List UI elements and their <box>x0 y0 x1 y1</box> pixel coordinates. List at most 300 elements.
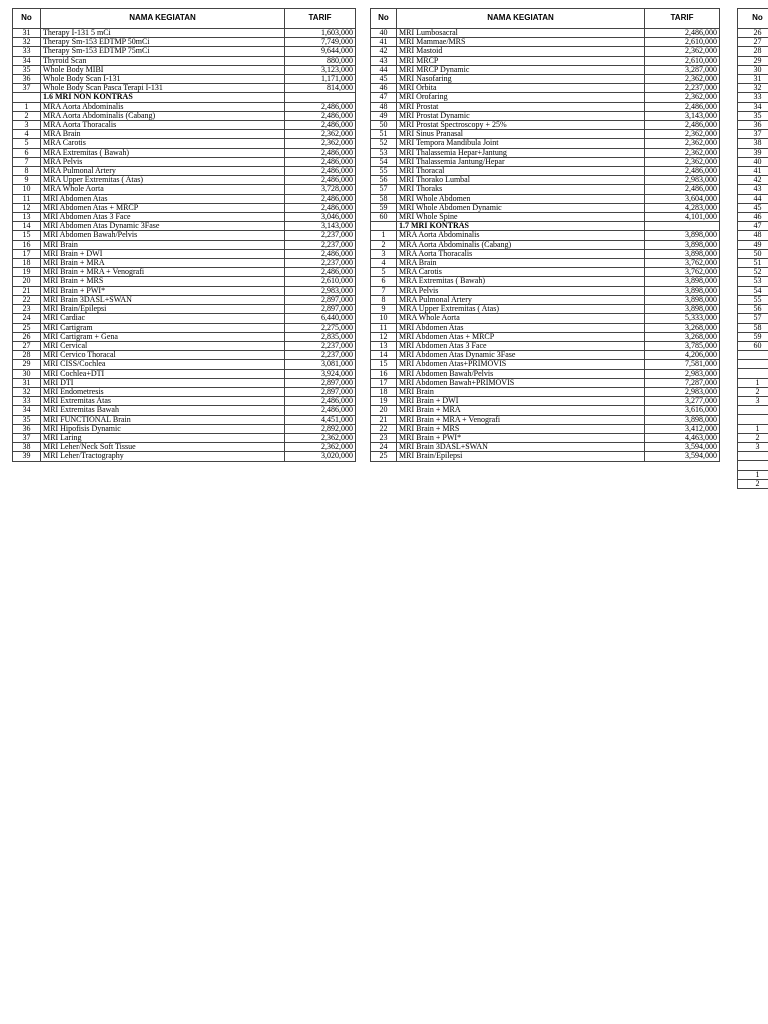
table-row <box>738 305 768 314</box>
row-number: 3 <box>13 121 41 130</box>
row-number: 13 <box>371 341 397 350</box>
activity-name: MRA Whole Aorta <box>397 314 645 323</box>
activity-name: MRI Abdomen Bawah/Pelvis <box>41 231 285 240</box>
tariff-value: 3,898,000 <box>645 295 720 304</box>
row-number: 7 <box>371 286 397 295</box>
table-row <box>371 259 720 268</box>
row-number: 30 <box>13 369 41 378</box>
tariff-value: 2,362,000 <box>645 75 720 84</box>
activity-name: MRI Cochlea+DTI <box>41 369 285 378</box>
blank-row <box>738 461 768 470</box>
tariff-value: 2,237,000 <box>285 351 356 360</box>
row-number: 29 <box>13 360 41 369</box>
row-number: 6 <box>13 148 41 157</box>
row-number: 7 <box>13 157 41 166</box>
table-row <box>738 222 768 231</box>
row-number: 17 <box>13 249 41 258</box>
table-row <box>738 470 768 479</box>
tariff-value: 3,412,000 <box>645 424 720 433</box>
blank-row <box>738 406 768 415</box>
table-row <box>371 75 720 84</box>
row-number: 43 <box>371 56 397 65</box>
row-number: 23 <box>371 433 397 442</box>
row-number: 6 <box>371 277 397 286</box>
tariff-value: 3,924,000 <box>285 369 356 378</box>
tariff-value: 2,610,000 <box>645 56 720 65</box>
table-row <box>738 332 768 341</box>
row-number <box>13 93 41 102</box>
activity-name: MRI Brain/Epilepsi <box>41 305 285 314</box>
table-row <box>13 351 356 360</box>
table-row <box>738 424 768 433</box>
table-row <box>738 378 768 387</box>
row-number: 37 <box>13 433 41 442</box>
activity-name: MRI Abdomen Atas <box>41 194 285 203</box>
tariff-value: 4,101,000 <box>645 213 720 222</box>
table-row <box>13 387 356 396</box>
tariff-value: 3,898,000 <box>645 277 720 286</box>
activity-name: MRA Pulmonal Artery <box>397 295 645 304</box>
tariff-value: 2,486,000 <box>285 176 356 185</box>
row-number: 5 <box>371 268 397 277</box>
tariff-value: 2,486,000 <box>285 121 356 130</box>
activity-name: MRI Brain + MRS <box>397 424 645 433</box>
tariff-value: 2,486,000 <box>285 203 356 212</box>
table-row <box>738 277 768 286</box>
activity-name: MRA Upper Extremitas ( Atas) <box>41 176 285 185</box>
table-row <box>738 323 768 332</box>
table-row <box>13 433 356 442</box>
activity-name: MRA Aorta Abdominalis (Cabang) <box>41 111 285 120</box>
row-number: 44 <box>371 65 397 74</box>
table-row <box>371 93 720 102</box>
row-number: 31 <box>738 75 768 84</box>
table-row <box>13 102 356 111</box>
table-row <box>13 84 356 93</box>
activity-name: MRI Brain 3DASL+SWAN <box>397 443 645 452</box>
row-number: 18 <box>13 259 41 268</box>
row-number: 47 <box>371 93 397 102</box>
table-row <box>13 323 356 332</box>
row-number: 57 <box>371 185 397 194</box>
header-tarif: TARIF <box>285 9 356 29</box>
activity-name: MRI MRCP Dynamic <box>397 65 645 74</box>
table-row <box>738 111 768 120</box>
table-row <box>371 176 720 185</box>
activity-name: MRA Pelvis <box>41 157 285 166</box>
tariff-value: 2,486,000 <box>285 194 356 203</box>
row-number <box>738 452 768 461</box>
row-number: 42 <box>738 176 768 185</box>
table-row <box>13 213 356 222</box>
row-number: 19 <box>13 268 41 277</box>
row-number: 24 <box>13 314 41 323</box>
table-row <box>738 268 768 277</box>
header-nama-kegiatan: NAMA KEGIATAN <box>397 9 645 29</box>
row-number: 39 <box>13 452 41 461</box>
table-row <box>738 314 768 323</box>
activity-name: MRI Abdomen Atas+PRIMOVIS <box>397 360 645 369</box>
table-row <box>371 286 720 295</box>
activity-name: MRI Laring <box>41 433 285 442</box>
table-row <box>13 314 356 323</box>
tariff-value: 2,486,000 <box>285 111 356 120</box>
tariff-value: 7,749,000 <box>285 38 356 47</box>
table-row <box>738 231 768 240</box>
table-row <box>371 38 720 47</box>
tariff-value: 6,440,000 <box>285 314 356 323</box>
row-number: 20 <box>13 277 41 286</box>
table-row <box>738 139 768 148</box>
row-number: 24 <box>371 443 397 452</box>
tariff-value: 2,983,000 <box>645 387 720 396</box>
row-number: 18 <box>371 387 397 396</box>
table-row <box>371 121 720 130</box>
activity-name: MRI Endometresis <box>41 387 285 396</box>
row-number: 46 <box>371 84 397 93</box>
activity-name: MRI Brain + DWI <box>41 249 285 258</box>
tariff-value: 3,020,000 <box>285 452 356 461</box>
table-body <box>371 29 720 462</box>
tariff-value: 9,644,000 <box>285 47 356 56</box>
table-row <box>738 240 768 249</box>
tariff-value: 3,785,000 <box>645 341 720 350</box>
table-row <box>738 185 768 194</box>
activity-name: MRI Orofaring <box>397 93 645 102</box>
activity-name: MRA Extremitas ( Bawah) <box>397 277 645 286</box>
table-row <box>738 157 768 166</box>
table-row <box>13 29 356 38</box>
row-number: 45 <box>371 75 397 84</box>
table-row <box>13 259 356 268</box>
row-number: 11 <box>13 194 41 203</box>
row-number: 28 <box>738 47 768 56</box>
row-number: 8 <box>13 167 41 176</box>
row-number: 52 <box>738 268 768 277</box>
table-row <box>13 167 356 176</box>
section-heading-row <box>13 93 356 102</box>
activity-name: MRI Brain + MRA + Venografi <box>397 415 645 424</box>
table-row <box>738 213 768 222</box>
header-tarif: TARIF <box>645 9 720 29</box>
activity-name: MRI Brain + PWI* <box>397 433 645 442</box>
blank-row <box>738 415 768 424</box>
table-body <box>13 29 356 462</box>
table-header-row <box>13 9 356 29</box>
activity-name: MRI Nasofaring <box>397 75 645 84</box>
tariff-value: 2,983,000 <box>645 176 720 185</box>
table-row <box>13 185 356 194</box>
table-row <box>13 406 356 415</box>
row-number: 40 <box>738 157 768 166</box>
table-row <box>13 38 356 47</box>
tariff-value: 1,171,000 <box>285 75 356 84</box>
activity-name: MRI Cardiac <box>41 314 285 323</box>
activity-name: MRI Mastoid <box>397 47 645 56</box>
table-row <box>738 176 768 185</box>
row-number: 31 <box>13 29 41 38</box>
tariff-value: 3,898,000 <box>645 231 720 240</box>
row-number: 2 <box>13 111 41 120</box>
tariff-value: 2,983,000 <box>645 369 720 378</box>
activity-name: MRI Abdomen Atas Dynamic 3Fase <box>41 222 285 231</box>
table-row <box>371 360 720 369</box>
activity-name: MRI Abdomen Atas 3 Face <box>41 213 285 222</box>
row-number: 4 <box>13 130 41 139</box>
row-number <box>738 406 768 415</box>
header-no: No <box>738 9 768 29</box>
table-row <box>371 240 720 249</box>
tariff-value: 3,762,000 <box>645 259 720 268</box>
tariff-value: 3,604,000 <box>645 194 720 203</box>
row-number: 53 <box>738 277 768 286</box>
row-number: 15 <box>371 360 397 369</box>
tariff-value: 3,898,000 <box>645 249 720 258</box>
tariff-table-middle <box>370 8 720 462</box>
tariff-value: 2,486,000 <box>645 185 720 194</box>
activity-name: MRI Prostat Spectroscopy + 25% <box>397 121 645 130</box>
blank-row <box>738 351 768 360</box>
table-row <box>371 167 720 176</box>
table-row <box>371 231 720 240</box>
tariff-value: 5,333,000 <box>645 314 720 323</box>
activity-name: MRI Sinus Pranasal <box>397 130 645 139</box>
tariff-value: 1,603,000 <box>285 29 356 38</box>
table-row <box>738 295 768 304</box>
row-number: 50 <box>738 249 768 258</box>
tariff-value: 3,898,000 <box>645 240 720 249</box>
row-number: 60 <box>738 341 768 350</box>
table-row <box>13 305 356 314</box>
table-row <box>371 341 720 350</box>
activity-name: MRA Carotis <box>41 139 285 148</box>
activity-name: MRI Tempora Mandibula Joint <box>397 139 645 148</box>
tariff-value: 2,897,000 <box>285 387 356 396</box>
row-number: 20 <box>371 406 397 415</box>
row-number: 34 <box>738 102 768 111</box>
tariff-table-left <box>12 8 356 462</box>
table-row <box>13 231 356 240</box>
table-row <box>738 121 768 130</box>
activity-name: MRI Brain + MRA + Venografi <box>41 268 285 277</box>
table-row <box>371 351 720 360</box>
row-number: 46 <box>738 213 768 222</box>
activity-name: MRI Extremitas Bawah <box>41 406 285 415</box>
row-number: 25 <box>371 452 397 461</box>
row-number: 39 <box>738 148 768 157</box>
table-row <box>738 130 768 139</box>
tariff-value: 2,486,000 <box>645 167 720 176</box>
tariff-value: 3,143,000 <box>285 222 356 231</box>
tariff-value <box>285 93 356 102</box>
row-number: 31 <box>13 378 41 387</box>
table-row <box>738 259 768 268</box>
activity-name: MRI Brain <box>397 387 645 396</box>
row-number: 56 <box>738 305 768 314</box>
activity-name: MRI Extremitas Atas <box>41 397 285 406</box>
row-number: 37 <box>738 130 768 139</box>
row-number: 27 <box>13 341 41 350</box>
tariff-value: 880,000 <box>285 56 356 65</box>
table-row <box>371 102 720 111</box>
tariff-value: 3,277,000 <box>645 397 720 406</box>
tariff-value: 2,835,000 <box>285 332 356 341</box>
table-row <box>371 378 720 387</box>
activity-name: MRI Leher/Tractography <box>41 452 285 461</box>
activity-name: MRI Abdomen Atas + MRCP <box>41 203 285 212</box>
table-row <box>371 249 720 258</box>
tariff-value: 2,275,000 <box>285 323 356 332</box>
tariff-value: 2,362,000 <box>645 130 720 139</box>
tariff-value: 3,287,000 <box>645 65 720 74</box>
table-row <box>13 268 356 277</box>
table-row <box>371 369 720 378</box>
activity-name: MRA Pulmonal Artery <box>41 167 285 176</box>
activity-name: Therapy Sm-153 EDTMP 50mCi <box>41 38 285 47</box>
row-number: 2 <box>738 433 768 442</box>
table-row <box>13 443 356 452</box>
activity-name: MRI Prostat <box>397 102 645 111</box>
row-number: 34 <box>13 406 41 415</box>
activity-name: MRI Brain + DWI <box>397 397 645 406</box>
tariff-value: 3,616,000 <box>645 406 720 415</box>
tariff-value: 2,237,000 <box>285 240 356 249</box>
table-row <box>13 222 356 231</box>
activity-name: Whole Body Scan I-131 <box>41 75 285 84</box>
tariff-value: 2,486,000 <box>285 397 356 406</box>
tariff-value: 2,610,000 <box>645 38 720 47</box>
tariff-value: 2,362,000 <box>645 47 720 56</box>
table-row <box>738 56 768 65</box>
tariff-value: 2,362,000 <box>645 93 720 102</box>
tariff-value: 2,486,000 <box>285 157 356 166</box>
row-number: 14 <box>13 222 41 231</box>
row-number: 60 <box>371 213 397 222</box>
table-row <box>13 397 356 406</box>
activity-name: MRA Aorta Abdominalis (Cabang) <box>397 240 645 249</box>
activity-name: MRA Brain <box>397 259 645 268</box>
activity-name: MRI CISS/Cochlea <box>41 360 285 369</box>
table-row <box>371 268 720 277</box>
table-row <box>371 47 720 56</box>
row-number: 2 <box>371 240 397 249</box>
table-row <box>13 194 356 203</box>
activity-name: MRI Whole Spine <box>397 213 645 222</box>
activity-name: MRI Abdomen Atas Dynamic 3Fase <box>397 351 645 360</box>
activity-name: MRA Extremitas ( Bawah) <box>41 148 285 157</box>
activity-name: MRI Thoraks <box>397 185 645 194</box>
header-no: No <box>371 9 397 29</box>
tariff-value: 2,892,000 <box>285 424 356 433</box>
activity-name: MRI Cervico Thoracal <box>41 351 285 360</box>
activity-name: MRI Brain + PWI* <box>41 286 285 295</box>
tariff-value: 2,486,000 <box>285 148 356 157</box>
header-no: No <box>13 9 41 29</box>
row-number <box>371 222 397 231</box>
tariff-value: 3,046,000 <box>285 213 356 222</box>
activity-name: MRI Whole Abdomen <box>397 194 645 203</box>
tariff-value: 3,123,000 <box>285 65 356 74</box>
activity-name: MRI Hipofisis Dynamic <box>41 424 285 433</box>
row-number: 30 <box>738 65 768 74</box>
tariff-value: 2,897,000 <box>285 378 356 387</box>
table-row <box>13 157 356 166</box>
tariff-value: 2,237,000 <box>285 259 356 268</box>
table-row <box>13 65 356 74</box>
activity-name: MRI Abdomen Bawah+PRIMOVIS <box>397 378 645 387</box>
row-number: 1 <box>738 470 768 479</box>
table-row <box>738 93 768 102</box>
row-number <box>738 415 768 424</box>
row-number: 2 <box>738 387 768 396</box>
activity-name: MRI Brain + MRA <box>41 259 285 268</box>
tariff-value: 3,594,000 <box>645 443 720 452</box>
activity-name: MRA Aorta Thoracalis <box>397 249 645 258</box>
table-row <box>13 360 356 369</box>
table-row <box>13 56 356 65</box>
activity-name: MRI Prostat Dynamic <box>397 111 645 120</box>
row-number: 58 <box>738 323 768 332</box>
row-number: 23 <box>13 305 41 314</box>
row-number: 2 <box>738 479 768 488</box>
tariff-value: 2,237,000 <box>285 341 356 350</box>
tariff-value: 2,610,000 <box>285 277 356 286</box>
tariff-value: 3,898,000 <box>645 286 720 295</box>
table-row <box>371 295 720 304</box>
row-number: 25 <box>13 323 41 332</box>
table-row <box>738 397 768 406</box>
row-number: 19 <box>371 397 397 406</box>
row-number: 4 <box>371 259 397 268</box>
activity-name: MRI Lumbosacral <box>397 29 645 38</box>
activity-name: Thyroid Scan <box>41 56 285 65</box>
tariff-value: 3,898,000 <box>645 415 720 424</box>
table-row <box>13 240 356 249</box>
table-row <box>738 148 768 157</box>
activity-name: MRI Thalassemia Hepar+Jantung <box>397 148 645 157</box>
tariff-value: 3,143,000 <box>645 111 720 120</box>
activity-name: MRI Abdomen Bawah/Pelvis <box>397 369 645 378</box>
table-row <box>13 424 356 433</box>
activity-name: MRA Brain <box>41 130 285 139</box>
table-row <box>371 139 720 148</box>
tariff-value: 4,451,000 <box>285 415 356 424</box>
tariff-value <box>645 222 720 231</box>
table-header-row <box>371 9 720 29</box>
row-number: 9 <box>13 176 41 185</box>
tariff-value: 2,362,000 <box>645 139 720 148</box>
row-number: 16 <box>13 240 41 249</box>
table-row <box>13 75 356 84</box>
row-number: 51 <box>371 130 397 139</box>
tariff-value: 2,983,000 <box>285 286 356 295</box>
tariff-value: 2,897,000 <box>285 295 356 304</box>
row-number: 15 <box>13 231 41 240</box>
table-row <box>13 286 356 295</box>
activity-name: MRI Thorako Lumbal <box>397 176 645 185</box>
row-number: 56 <box>371 176 397 185</box>
tariff-value: 2,362,000 <box>285 139 356 148</box>
row-number: 36 <box>738 121 768 130</box>
activity-name: MRA Carotis <box>397 268 645 277</box>
row-number: 26 <box>13 332 41 341</box>
table-row <box>13 295 356 304</box>
table-row <box>738 443 768 452</box>
activity-name: MRI Thoracal <box>397 167 645 176</box>
tariff-value: 2,362,000 <box>645 148 720 157</box>
activity-name: MRI Abdomen Atas + MRCP <box>397 332 645 341</box>
table-row <box>371 415 720 424</box>
